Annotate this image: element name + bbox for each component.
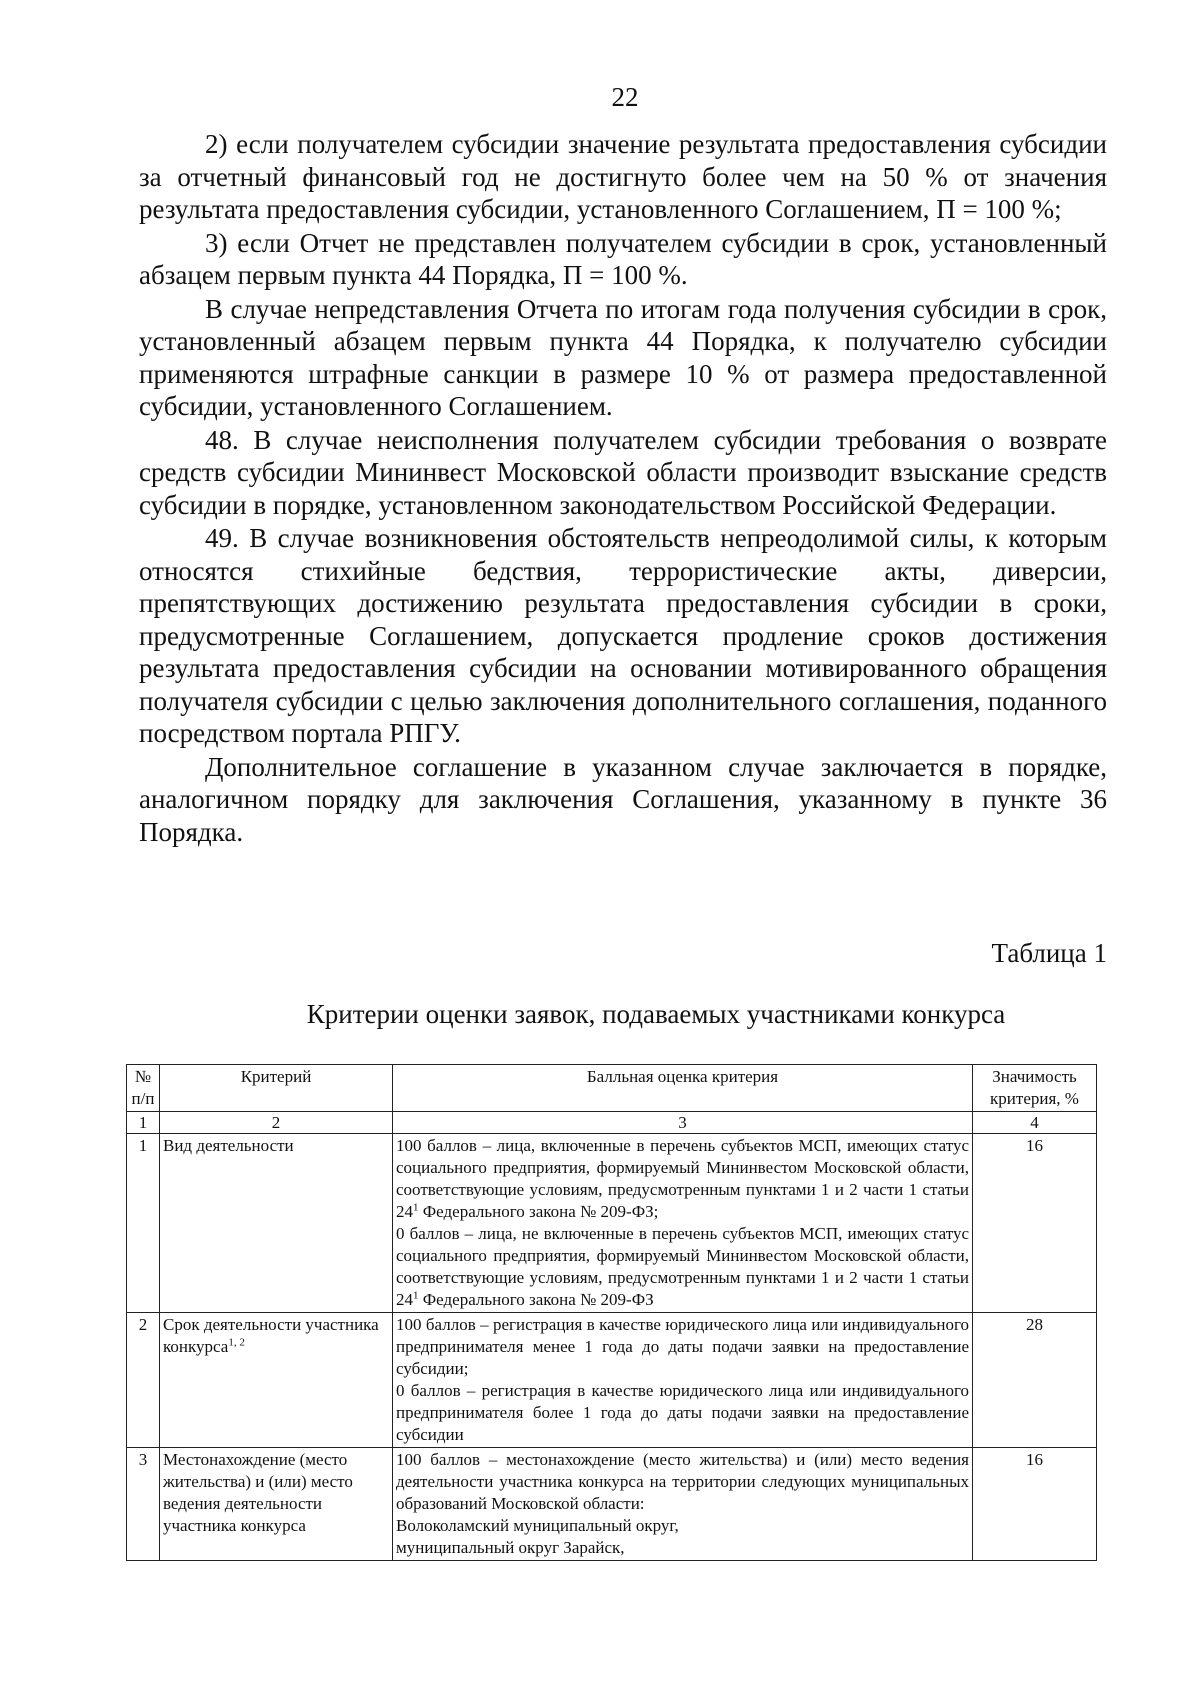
table-header-row	[127, 1065, 1097, 1112]
score-text-tail: Федерального закона № 209-ФЗ	[418, 1290, 654, 1309]
score-line	[396, 1314, 969, 1380]
table-label: Таблица 1	[991, 938, 1107, 968]
score-text: муниципальный округ Зарайск,	[396, 1538, 625, 1557]
document-body	[139, 128, 1107, 849]
score-line	[396, 1223, 969, 1311]
table-row	[127, 1448, 1097, 1561]
paragraph: 49. В случае возникновения обстоятельств непреодолимой силы, к которым относятся стихийные бедствия, террористические акты, диверсии, препятствующих достижению результата предоставления субсидии в сроки, предусмотренные Соглашением, допускается продление сроков достижения результата предоставления субсидии на основании мотивированного обращения получателя субсидии с целью заключения дополнительного соглашения, поданного посредством портала РПГУ.	[139, 523, 1107, 748]
score-text-tail: Федерального закона № 209-ФЗ;	[418, 1202, 659, 1221]
score-text: 0 баллов – лица, не включенные в перечень субъектов МСП, имеющих статус социального предприятия, формируемый Мининвестом Московской области, соответствующие условиям, предусмотренным пунктами 1 и 2 части 1 статьи 24	[396, 1224, 969, 1309]
score-cell	[393, 1134, 973, 1313]
column-number: 4	[973, 1112, 1097, 1134]
table-row	[127, 1313, 1097, 1448]
header-score: Балльная оценка критерия	[393, 1065, 973, 1112]
column-number: 2	[160, 1112, 393, 1134]
paragraph: В случае непредставления Отчета по итогам года получения субсидии в срок, установленный абзацем первым пункта 44 Порядка, к получателю субсидии применяются штрафные санкции в размере 10 % от размера предоставленной субсидии, установленного Соглашением.	[139, 293, 1107, 421]
weight-cell: 16	[973, 1448, 1097, 1561]
table-body	[127, 1134, 1097, 1561]
criterion-cell	[160, 1134, 393, 1313]
criterion-cell	[160, 1448, 393, 1561]
header-weight: Значимость критерия, %	[973, 1065, 1097, 1112]
weight-cell: 16	[973, 1134, 1097, 1313]
row-number: 1	[127, 1134, 160, 1313]
column-number: 3	[393, 1112, 973, 1134]
superscript: 1	[413, 1201, 419, 1214]
page-number: 22	[611, 82, 639, 112]
score-line	[396, 1515, 969, 1537]
score-text: Волоколамский муниципальный округ,	[396, 1516, 679, 1535]
row-number: 3	[127, 1448, 160, 1561]
paragraph: Дополнительное соглашение в указанном случае заключается в порядке, аналогичном порядку для заключения Соглашения, указанному в пункте 36 Порядка.	[139, 751, 1107, 847]
criterion-footnote-ref: 1, 2	[228, 1336, 245, 1349]
paragraph: 3) если Отчет не представлен получателем субсидии в срок, установленный абзацем первым пункта 44 Порядка, П = 100 %.	[139, 227, 1107, 290]
score-text: 100 баллов – местонахождение (место жительства) и (или) место ведения деятельности участника конкурса на территории следующих муниципальных образований Московской области:	[396, 1450, 969, 1513]
score-line	[396, 1135, 969, 1223]
criterion-cell	[160, 1313, 393, 1448]
superscript: 1	[413, 1289, 419, 1302]
criterion-text: Местонахождение (место жительства) и (или) место ведения деятельности участника конкурса	[163, 1450, 353, 1535]
criterion-text: Вид деятельности	[163, 1136, 294, 1155]
column-number: 1	[127, 1112, 160, 1134]
table-title: Критерии оценки заявок, подаваемых участниками конкурса	[306, 999, 1006, 1029]
score-text: 0 баллов – регистрация в качестве юридического лица или индивидуального предпринимателя более 1 года до даты подачи заявки на предоставление субсидии	[396, 1381, 969, 1444]
score-line	[396, 1449, 969, 1515]
score-text: 100 баллов – лица, включенные в перечень субъектов МСП, имеющих статус социального предприятия, формируемый Мининвестом Московской области, соответствующие условиям, предусмотренным пунктами 1 и 2 части 1 статьи 24	[396, 1136, 969, 1221]
row-number: 2	[127, 1313, 160, 1448]
paragraph: 48. В случае неисполнения получателем субсидии требования о возврате средств субсидии Мининвест Московской области производит взыскание средств субсидии в порядке, установленном законодательством Российской Федерации.	[139, 424, 1107, 520]
column-number-row	[127, 1112, 1097, 1134]
score-cell	[393, 1313, 973, 1448]
paragraph: 2) если получателем субсидии значение результата предоставления субсидии за отчетный финансовый год не достигнуто более чем на 50 % от значения результата предоставления субсидии, установленного Соглашением, П = 100 %;	[139, 129, 1107, 224]
score-text: 100 баллов – регистрация в качестве юридического лица или индивидуального предпринимателя менее 1 года до даты подачи заявки на предоставление субсидии;	[396, 1315, 969, 1378]
score-cell	[393, 1448, 973, 1561]
criteria-table	[126, 1064, 1097, 1561]
table-row	[127, 1134, 1097, 1313]
header-num: № п/п	[127, 1065, 160, 1112]
score-line	[396, 1537, 969, 1559]
score-line	[396, 1380, 969, 1446]
header-criterion: Критерий	[160, 1065, 393, 1112]
weight-cell: 28	[973, 1313, 1097, 1448]
criterion-text: Срок деятельности участника конкурса	[163, 1315, 379, 1356]
